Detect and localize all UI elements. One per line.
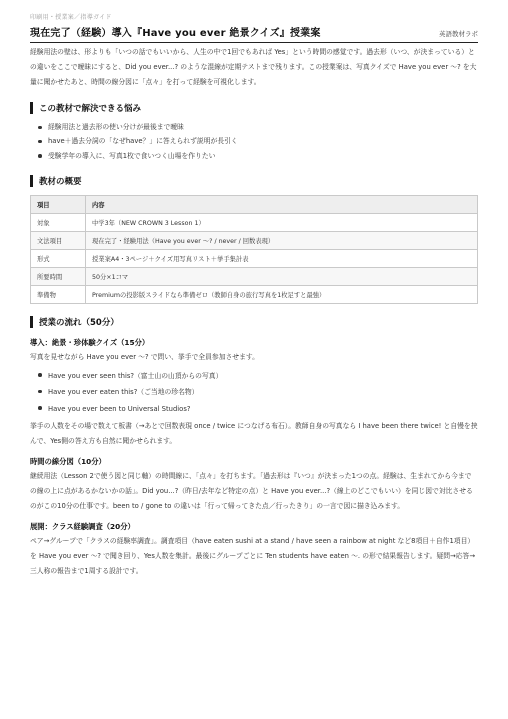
- step-title: 時間の線分図（10分）: [30, 457, 106, 467]
- table-row: [31, 285, 478, 303]
- table-cell-value: 中学3年（NEW CROWN 3 Lesson 1）: [86, 213, 478, 231]
- section-bar-icon: [30, 102, 33, 114]
- table-row: [31, 249, 478, 267]
- list-item: 経験用法と過去形の使い分けが最後まで曖昧: [38, 120, 478, 134]
- intro-paragraph: 経験用法の壁は、形よりも「いつの話でもいいから、人生の中で1回でもあれば Yes」という時間の感覚です。過去形（いつ、が決まっている）との違いをここで曖昧にすると、Did you ever...? のような混線が定期テストまで残ります。この授業案は、写真クイズで Have you ever 〜? を大量に聞かせたあと、時間の線分図に「点々」を打って経験を可視化します。: [30, 48, 477, 86]
- column-header-content: 内容: [86, 195, 478, 213]
- section-title: 授業の流れ（50分）: [39, 317, 119, 328]
- step-lead: 写真を見せながら Have you ever 〜? で問い、挙手で全員参加させます。: [30, 352, 259, 361]
- list-item: 受験学年の導入に、写真1枚で食いつく山場を作りたい: [38, 149, 478, 163]
- section-problems-heading: [30, 102, 478, 114]
- breadcrumb: 印刷用・授業案／指導ガイド: [30, 14, 112, 21]
- table-cell-key: 準備物: [31, 285, 86, 303]
- table-cell-value: Premiumの投影版スライドなら準備ゼロ（教師自身の旅行写真を1枚足すと最強）: [86, 285, 478, 303]
- table-cell-key: 対象: [31, 213, 86, 231]
- table-cell-key: 文法項目: [31, 231, 86, 249]
- list-item: Have you ever eaten this?（ご当地の珍名物）: [38, 384, 478, 401]
- page-title: 現在完了（経験）導入『Have you ever 絶景クイズ』授業案: [30, 28, 321, 39]
- title-row: [30, 24, 478, 43]
- step-paragraph: 挙手の人数をその場で数えて板書（→あとで回数表現 once / twice につなげる布石）。教師自身の写真なら I have been there twice! と自慢を挟んで、Yes側の答え方も自然に聞かせられます。: [30, 422, 478, 446]
- overview-table: [30, 195, 478, 304]
- table-cell-key: 所要時間: [31, 267, 86, 285]
- step-title: 導入：絶景・珍体験クイズ（15分）: [30, 337, 150, 347]
- section-title: 教材の概要: [39, 176, 82, 187]
- section-overview-heading: [30, 175, 478, 187]
- section-bar-icon: [30, 316, 33, 328]
- section-flow-heading: [30, 316, 478, 328]
- table-cell-key: 形式: [31, 249, 86, 267]
- table-cell-value: 50分×1コマ: [86, 267, 478, 285]
- section-title: この教材で解決できる悩み: [39, 104, 142, 114]
- column-header-item: 項目: [31, 195, 86, 213]
- table-header-row: [31, 195, 478, 213]
- brand-name: 英語教材ラボ: [439, 30, 478, 38]
- table-row: [31, 213, 478, 231]
- table-cell-value: 授業案A4・3ページ＋クイズ用写真リスト＋挙手集計表: [86, 249, 478, 267]
- list-item: Have you ever been to Universal Studios?: [38, 401, 478, 418]
- step-paragraph: 継続用法（Lesson 2で使う図と同じ軸）の時間線に、「点々」を打ちます。「過去形は『いつ』が決まった1つの点。経験は、生まれてから今までの線の上に点があるかないかの話」。Did you...?（昨日/去年など特定の点）と Have you ever...?（線上のどこでもいい）を同じ図で対比させるのがこの10分の仕事です。been to / gone to の違いは「行って帰ってきた点／行ったきり」の一言で図に描き込みます。: [30, 472, 473, 511]
- quiz-list: [30, 368, 478, 418]
- table-row: [31, 267, 478, 285]
- step-title: 展開：クラス経験調査（20分）: [30, 522, 135, 532]
- table-row: [31, 231, 478, 249]
- table-cell-value: 現在完了・経験用法（Have you ever 〜? / never / 回数表現）: [86, 231, 478, 249]
- step-paragraph: ペア→グループで「クラスの経験率調査」。調査項目（have eaten sushi at a stand / have seen a rainbow at night など8項目＋自作1項目）を Have you ever 〜? で聞き回り、Yes人数を集計。最後にグループごとに Ten students have eaten 〜. の形で結果報告します。疑問→応答→三人称の報告まで1周する設計です。: [30, 537, 476, 576]
- section-bar-icon: [30, 175, 33, 187]
- list-item: Have you ever seen this?（富士山の山頂からの写真）: [38, 368, 478, 385]
- problems-list: [30, 120, 478, 163]
- list-item: have＋過去分詞の「なぜhave？」に答えられず説明が長引く: [38, 134, 478, 148]
